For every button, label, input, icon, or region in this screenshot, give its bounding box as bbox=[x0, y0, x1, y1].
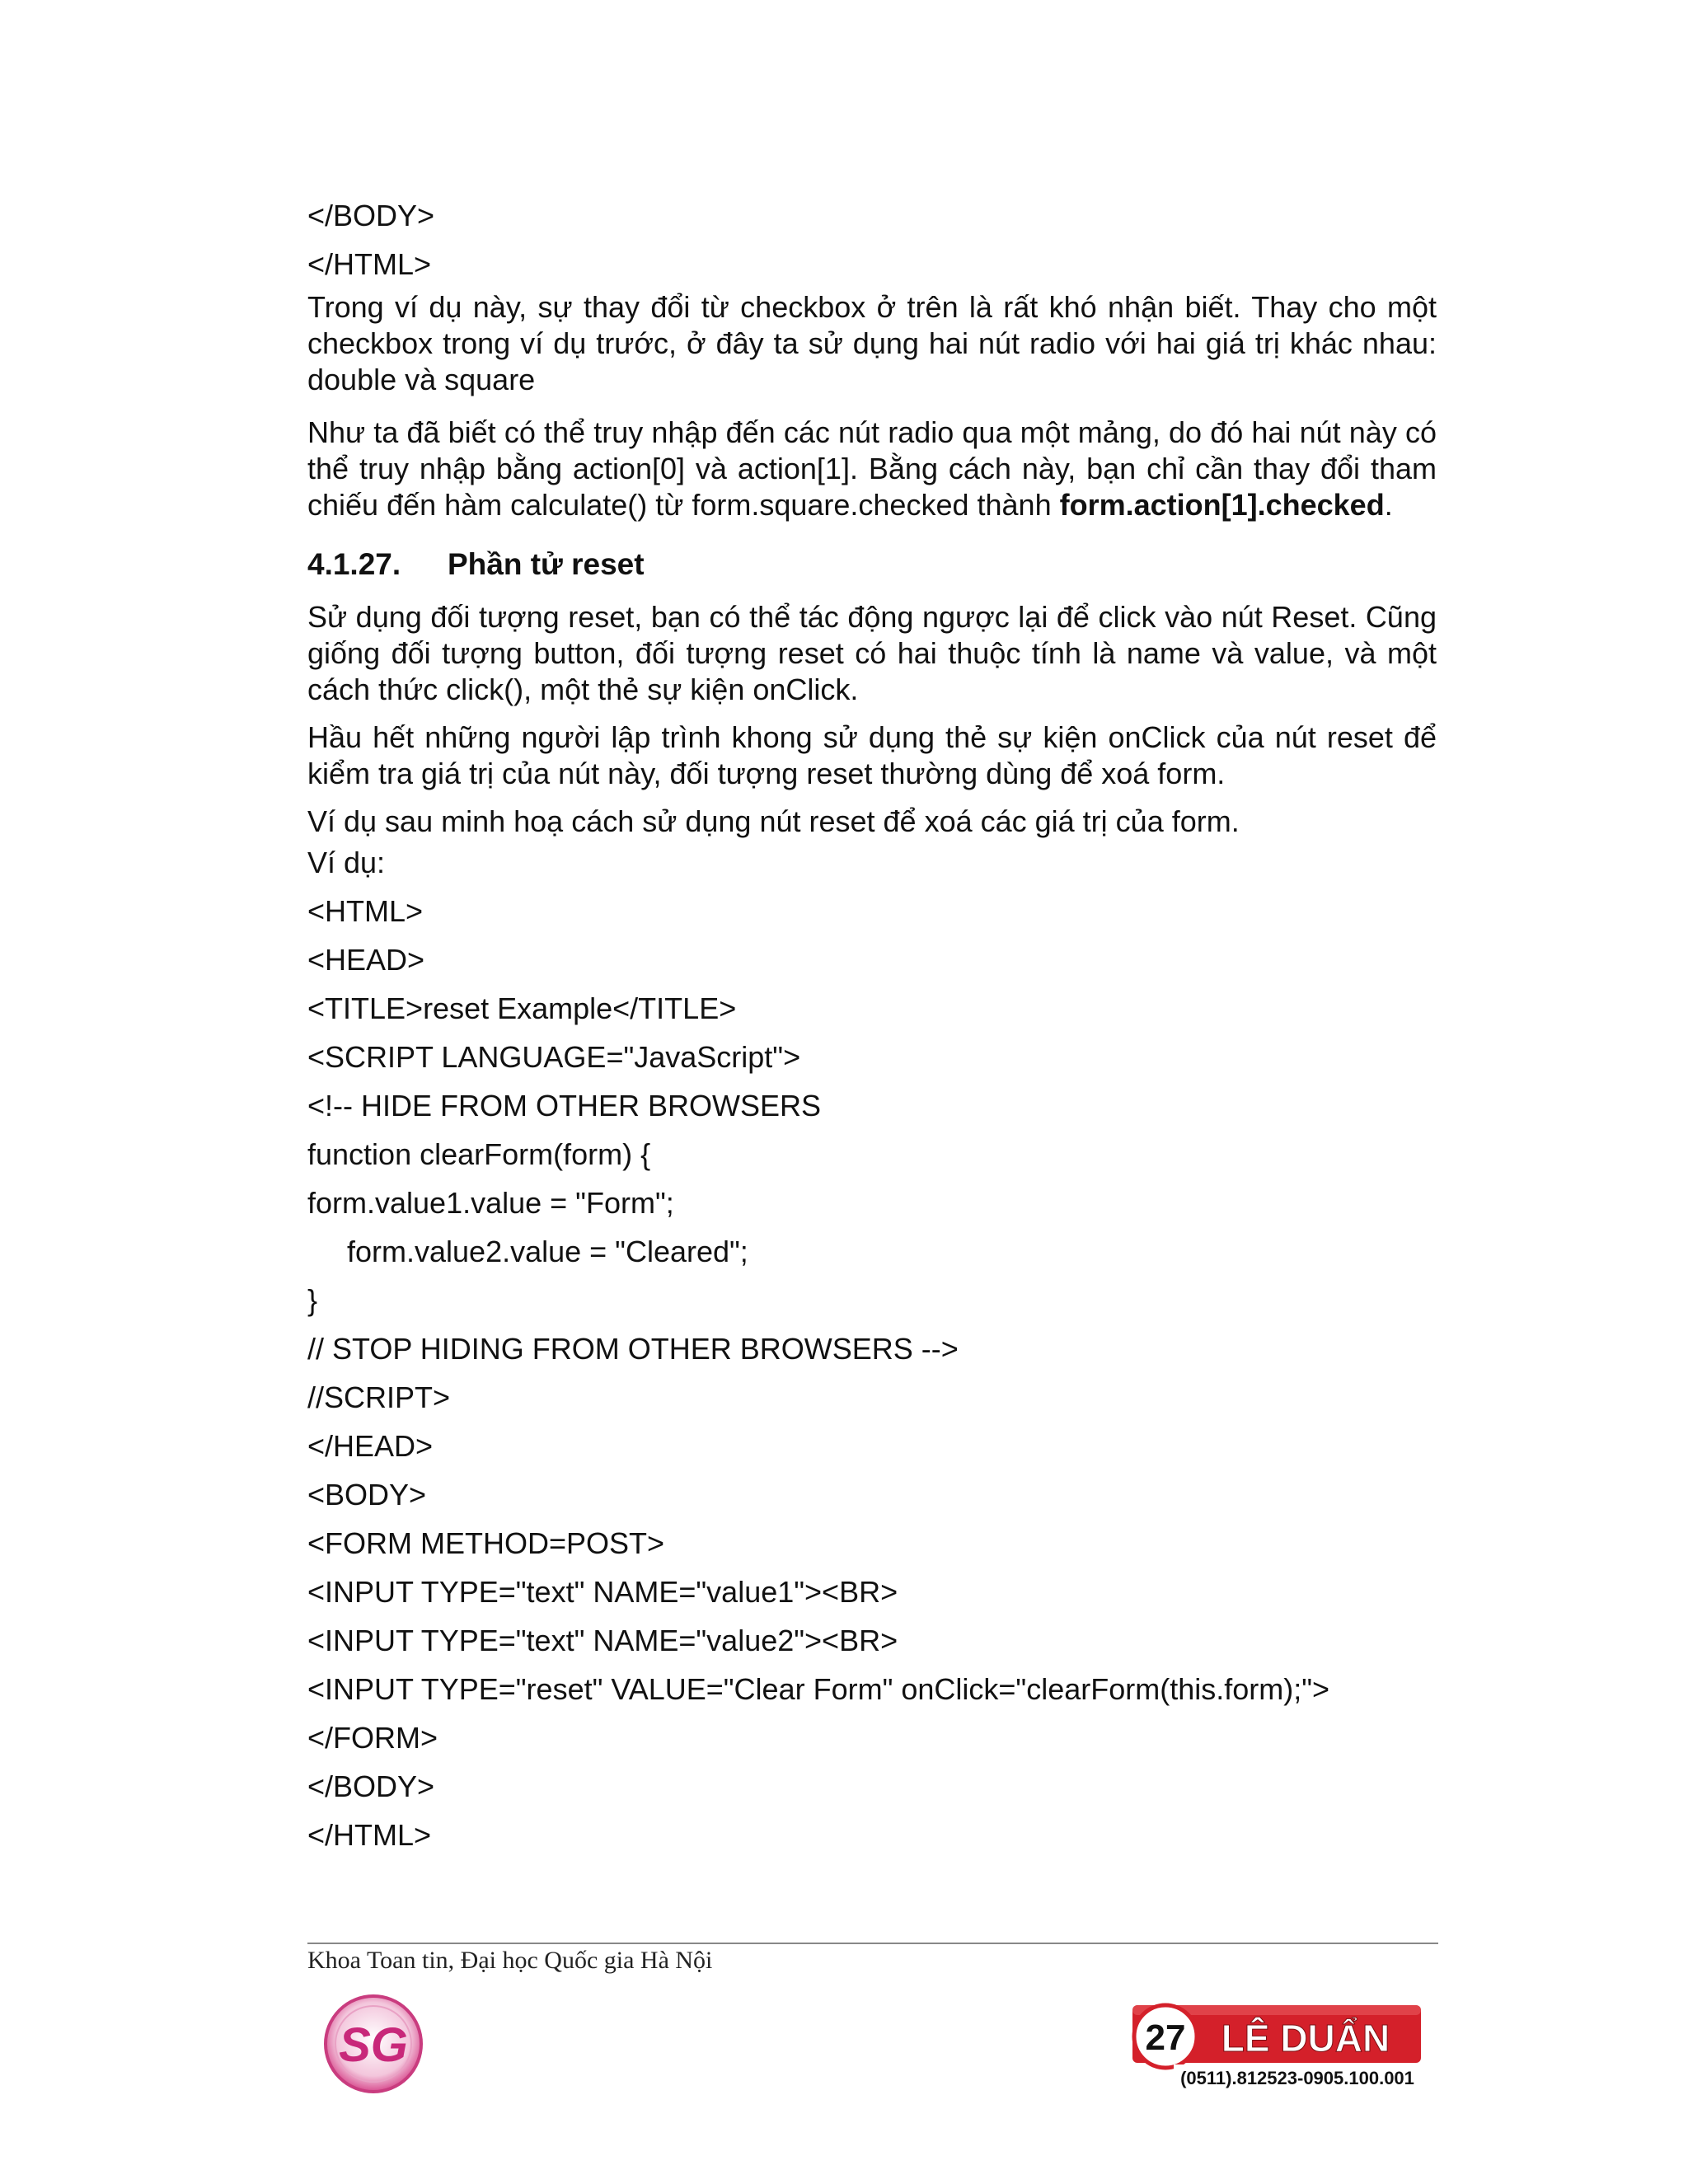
code-line: <INPUT TYPE="text" NAME="value1"><BR> bbox=[307, 1575, 898, 1609]
footer-text: Khoa Toan tin, Đại học Quốc gia Hà Nội bbox=[307, 1947, 713, 1974]
sg-logo-text: SG bbox=[339, 2018, 408, 2072]
code-line: <INPUT TYPE="text" NAME="value2"><BR> bbox=[307, 1624, 898, 1657]
le-duan-logo bbox=[1131, 1999, 1423, 2097]
code-line: } bbox=[307, 1283, 318, 1317]
code-example bbox=[307, 893, 1437, 1866]
le-duan-logo-number: 27 bbox=[1145, 2018, 1186, 2058]
code-line: </HTML> bbox=[307, 247, 432, 281]
code-line: </HEAD> bbox=[307, 1429, 434, 1463]
code-line: </HTML> bbox=[307, 1818, 432, 1852]
code-line: <!-- HIDE FROM OTHER BROWSERS bbox=[307, 1089, 822, 1122]
code-line: <HEAD> bbox=[307, 943, 425, 977]
le-duan-logo-phone: (0511).812523-0905.100.001 bbox=[1180, 2068, 1414, 2088]
code-line: form.value2.value = "Cleared"; bbox=[347, 1235, 748, 1268]
example-label: Ví dụ: bbox=[307, 846, 386, 879]
page-content bbox=[307, 198, 1437, 1866]
paragraph-radio-array-bold: form.action[1].checked bbox=[1059, 488, 1385, 522]
code-line: //SCRIPT> bbox=[307, 1380, 451, 1414]
paragraph-radio-array-end: . bbox=[1384, 488, 1393, 522]
code-line: <HTML> bbox=[307, 894, 424, 928]
footer-divider bbox=[307, 1943, 1438, 1944]
paragraph-radio-array-text: Như ta đã biết có thể truy nhập đến các nút radio qua một mảng, do đó hai nút này có thể truy nhập bằng action[0] và action[1]. Bằng cách này, bạn chỉ cần thay đổi tham chiếu đến hàm calculate() từ form.square.checked thành bbox=[307, 415, 1437, 522]
section-heading bbox=[307, 546, 1437, 583]
section-title: Phần tử reset bbox=[448, 547, 645, 581]
code-line: <FORM METHOD=POST> bbox=[307, 1526, 665, 1560]
code-line: </BODY> bbox=[307, 199, 435, 232]
section-number: 4.1.27. bbox=[307, 547, 401, 581]
le-duan-logo-title: LÊ DUẨN bbox=[1221, 2017, 1390, 2060]
code-line: <SCRIPT LANGUAGE="JavaScript"> bbox=[307, 1040, 801, 1074]
paragraph-example-intro: Ví dụ sau minh hoạ cách sử dụng nút reset để xoá các giá trị của form. bbox=[307, 804, 1240, 838]
paragraph-reset-usage: Hầu hết những người lập trình khong sử dụng thẻ sự kiện onClick của nút reset để kiểm tra giá trị của nút này, đối tượng reset thường dùng để xoá form. bbox=[307, 720, 1437, 790]
code-line: // STOP HIDING FROM OTHER BROWSERS --> bbox=[307, 1332, 959, 1366]
code-line: </BODY> bbox=[307, 1769, 435, 1803]
sg-logo bbox=[320, 1990, 427, 2097]
code-line: form.value1.value = "Form"; bbox=[307, 1186, 674, 1220]
paragraph-reset-intro: Sử dụng đối tượng reset, bạn có thể tác động ngược lại để click vào nút Reset. Cũng giống đối tượng button, đối tượng reset có hai thuộc tính là name và value, và một cách thức click(), một thẻ sự kiện onClick. bbox=[307, 600, 1437, 706]
code-line: <TITLE>reset Example</TITLE> bbox=[307, 991, 737, 1025]
code-line: </FORM> bbox=[307, 1721, 438, 1755]
paragraph-checkbox-note: Trong ví dụ này, sự thay đổi từ checkbox ở trên là rất khó nhận biết. Thay cho một checkbox trong ví dụ trước, ở đây ta sử dụng hai nút radio với hai giá trị khác nhau: double và square bbox=[307, 290, 1437, 396]
code-line: <BODY> bbox=[307, 1478, 427, 1511]
code-line: <INPUT TYPE="reset" VALUE="Clear Form" onClick="clearForm(this.form);"> bbox=[307, 1672, 1330, 1706]
paragraph-radio-array bbox=[307, 415, 1437, 523]
code-line: function clearForm(form) { bbox=[307, 1137, 651, 1171]
